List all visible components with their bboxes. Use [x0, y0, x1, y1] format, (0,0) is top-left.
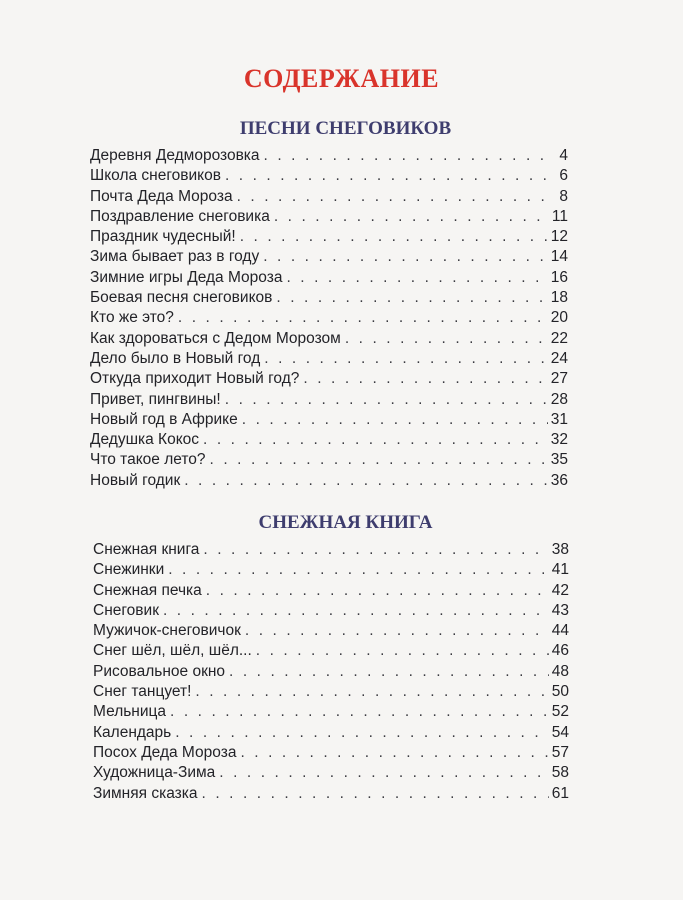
toc-entry-title: Что такое лето? — [90, 451, 206, 469]
dot-leader — [237, 187, 549, 207]
toc-entry-page: 18 — [550, 289, 568, 307]
section-title: СНЕЖНАЯ КНИГА — [258, 512, 433, 533]
dot-leader — [168, 560, 549, 580]
toc-entry-title: Снеговик — [93, 601, 159, 619]
toc-entry — [90, 268, 568, 288]
dot-leader — [170, 702, 549, 722]
toc-entry-page: 16 — [550, 268, 568, 286]
toc-entry-title: Привет, пингвины! — [90, 390, 221, 408]
dot-leader — [240, 743, 548, 763]
toc-entry-title: Снежная печка — [93, 581, 202, 599]
toc-entry — [90, 288, 568, 308]
toc-entry-page: 48 — [551, 662, 569, 680]
toc-entry-title: Деревня Дедморозовка — [90, 147, 260, 164]
dot-leader — [303, 369, 547, 389]
toc-entry-title: Зима бывает раз в году — [90, 248, 260, 266]
dot-leader — [178, 308, 548, 328]
toc-entry — [90, 410, 568, 430]
toc-entry-title: Рисовальное окно — [93, 662, 226, 680]
toc-entry — [93, 540, 569, 560]
toc-entry-title: Откуда приходит Новый год? — [90, 370, 300, 388]
toc-entry — [90, 227, 568, 247]
dot-leader — [225, 166, 549, 186]
page-title: СОДЕРЖАНИЕ — [243, 64, 440, 93]
toc-entry — [90, 471, 568, 491]
toc-entry-page: 50 — [551, 683, 569, 701]
toc-entry-page: 36 — [550, 471, 568, 489]
dot-leader — [219, 763, 548, 783]
toc-entry — [93, 662, 569, 682]
dot-leader — [184, 471, 548, 491]
toc-entry-page: 20 — [550, 309, 568, 327]
dot-leader — [274, 207, 549, 227]
toc-entry — [93, 581, 569, 601]
toc-entry — [93, 682, 569, 702]
toc-entry-title: Снег шёл, шёл, шёл... — [93, 642, 252, 660]
toc-entry-title: Снежинки — [93, 561, 165, 579]
section-title: ПЕСНИ СНЕГОВИКОВ — [239, 118, 452, 139]
toc-entry-page: 6 — [559, 167, 568, 185]
dot-leader — [225, 390, 548, 410]
toc-entry-page: 46 — [551, 642, 569, 660]
toc-entry — [93, 621, 569, 641]
toc-entry — [93, 560, 569, 580]
toc-entry-page: 41 — [551, 561, 569, 579]
toc-entry-page: 58 — [551, 764, 569, 782]
toc-entry-title: Снег танцует! — [93, 683, 192, 701]
dot-leader — [175, 723, 549, 743]
dot-leader — [206, 581, 549, 601]
dot-leader — [276, 288, 547, 308]
toc-entry-page: 31 — [550, 410, 568, 428]
toc-entry-title: Зимние игры Деда Мороза — [90, 268, 283, 286]
toc-entry — [90, 308, 568, 328]
toc-entry-title: Поздравление снеговика — [90, 207, 270, 225]
toc-list — [93, 540, 569, 804]
toc-entry — [93, 743, 569, 763]
dot-leader — [286, 268, 547, 288]
toc-entry — [90, 166, 568, 186]
dot-leader — [242, 410, 548, 430]
toc-entry-page: 14 — [550, 248, 568, 266]
toc-entry-page: 28 — [550, 390, 568, 408]
dot-leader — [203, 430, 548, 450]
toc-entry-page: 32 — [550, 431, 568, 449]
toc-entry-title: Праздник чудесный! — [90, 228, 236, 246]
toc-entry — [93, 784, 569, 804]
toc-entry-title: Художница-Зима — [93, 764, 216, 782]
dot-leader — [195, 682, 548, 702]
toc-entry-title: Мужичок-снеговичок — [93, 622, 241, 640]
toc-entry — [90, 349, 568, 369]
toc-entry — [93, 702, 569, 722]
dot-leader — [229, 662, 549, 682]
dot-leader — [240, 227, 548, 247]
toc-entry-title: Как здороваться с Дедом Морозом — [90, 329, 341, 347]
dot-leader — [203, 540, 548, 560]
toc-entry-page: 52 — [551, 703, 569, 721]
dot-leader — [345, 329, 548, 349]
toc-entry-title: Новый год в Африке — [90, 410, 238, 428]
toc-entry-page: 42 — [551, 581, 569, 599]
toc-entry-page: 12 — [550, 228, 568, 246]
toc-entry — [90, 329, 568, 349]
toc-entry — [93, 723, 569, 743]
toc-entry-page: 24 — [550, 349, 568, 367]
dot-leader — [202, 784, 549, 804]
toc-entry — [90, 430, 568, 450]
toc-entry-title: Почта Деда Мороза — [90, 187, 233, 205]
toc-entry — [93, 641, 569, 661]
toc-entry-title: Снежная книга — [93, 541, 200, 558]
toc-entry — [90, 369, 568, 389]
dot-leader — [245, 621, 549, 641]
toc-entry-page: 54 — [551, 723, 569, 741]
toc-entry-title: Календарь — [93, 723, 172, 741]
dot-leader — [264, 349, 548, 369]
toc-entry-page: 27 — [550, 370, 568, 388]
toc-entry — [90, 146, 568, 166]
toc-entry-title: Кто же это? — [90, 309, 174, 327]
dot-leader — [263, 247, 548, 267]
toc-entry — [90, 247, 568, 267]
dot-leader — [163, 601, 549, 621]
toc-entry — [90, 450, 568, 470]
toc-entry — [90, 390, 568, 410]
dot-leader — [264, 146, 549, 166]
dot-leader — [210, 450, 548, 470]
toc-entry-title: Боевая песня снеговиков — [90, 289, 273, 307]
toc-entry-page: 22 — [550, 329, 568, 347]
toc-entry-title: Новый годик — [90, 471, 181, 489]
toc-entry-page: 61 — [551, 784, 569, 802]
toc-entry — [93, 763, 569, 783]
dot-leader — [256, 641, 549, 661]
toc-entry — [93, 601, 569, 621]
toc-entry-page: 57 — [551, 743, 569, 761]
toc-entry-title: Зимняя сказка — [93, 784, 198, 802]
toc-entry-page: 4 — [559, 147, 568, 164]
toc-entry-title: Дедушка Кокос — [90, 431, 200, 449]
toc-entry-page: 35 — [550, 451, 568, 469]
toc-entry-title: Школа снеговиков — [90, 167, 221, 185]
toc-list — [90, 146, 568, 491]
toc-entry-page: 38 — [551, 541, 569, 558]
toc-entry-title: Мельница — [93, 703, 167, 721]
toc-entry-title: Посох Деда Мороза — [93, 743, 237, 761]
toc-entry — [90, 207, 568, 227]
toc-entry-page: 11 — [551, 207, 568, 225]
toc-entry-page: 8 — [559, 187, 568, 205]
toc-entry — [90, 187, 568, 207]
toc-entry-title: Дело было в Новый год — [90, 349, 261, 367]
toc-entry-page: 43 — [551, 601, 569, 619]
toc-entry-page: 44 — [551, 622, 569, 640]
